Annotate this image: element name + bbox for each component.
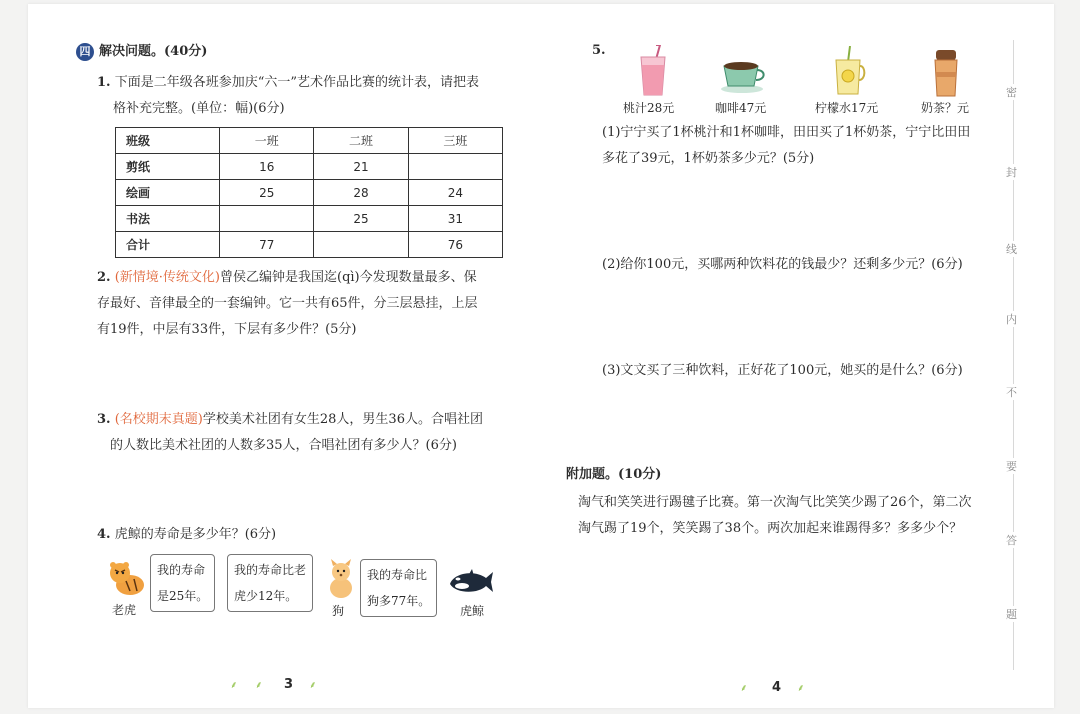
table-row-label: 剪纸 bbox=[116, 154, 220, 180]
q3-text-line1: 学校美术社团有女生28人，男生36人。合唱社团 bbox=[202, 412, 483, 427]
section-badge: 四 bbox=[76, 43, 94, 61]
table-cell-blank bbox=[408, 154, 502, 180]
q3-number: 3. bbox=[97, 412, 111, 427]
coffee-cup-icon bbox=[720, 58, 766, 94]
bonus-title: 附加题。(10分) bbox=[566, 467, 662, 482]
seal-char: 答 bbox=[1006, 534, 1017, 547]
dog-icon bbox=[324, 558, 358, 600]
table-cell: 25 bbox=[314, 206, 408, 232]
q2-text-line2: 存最好、音律最全的一套编钟。它一共有65件，分三层悬挂，上层 bbox=[97, 296, 478, 311]
drink-price-peach: 桃汁28元 bbox=[623, 101, 675, 115]
whale-speech-bubble bbox=[360, 559, 437, 617]
dog-bubble-line1: 我的寿命比老 bbox=[234, 563, 307, 577]
stats-table bbox=[115, 127, 503, 258]
q3-tag: (名校期末真题) bbox=[114, 412, 203, 427]
seal-char: 题 bbox=[1006, 608, 1017, 621]
q3-text-line2: 的人数比美术社团的人数多35人，合唱社团有多少人？(6分) bbox=[110, 438, 457, 453]
dog-bubble-line2: 虎少12年。 bbox=[234, 589, 298, 603]
table-row bbox=[116, 180, 503, 206]
table-cell: 21 bbox=[314, 154, 408, 180]
table-header-row bbox=[116, 128, 503, 154]
q5-sub2: (2)给你100元，买哪两种饮料花的钱最少？还剩多少元？(6分) bbox=[602, 257, 963, 272]
table-header-cell: 二班 bbox=[314, 128, 408, 154]
sprout-icon: ⸙ bbox=[255, 680, 263, 691]
milk-tea-icon bbox=[931, 48, 961, 98]
q2-number: 2. bbox=[97, 270, 111, 285]
q4-number: 4. bbox=[97, 527, 111, 542]
section-heading bbox=[76, 39, 207, 65]
table-cell-blank bbox=[220, 206, 314, 232]
table-cell: 24 bbox=[408, 180, 502, 206]
q1-number: 1. bbox=[97, 75, 111, 90]
table-cell: 16 bbox=[220, 154, 314, 180]
tiger-speech-bubble bbox=[150, 554, 215, 612]
q5-sub3: (3)文文买了三种饮料，正好花了100元，她买的是什么？(6分) bbox=[602, 363, 963, 378]
orca-label: 虎鲸 bbox=[460, 604, 485, 618]
dog-label: 狗 bbox=[332, 604, 345, 618]
q1-text-line1: 下面是二年级各班参加庆“六一”艺术作品比赛的统计表，请把表 bbox=[114, 75, 480, 90]
q2-tag: (新情境·传统文化) bbox=[114, 270, 220, 285]
q5-sub1-line2: 多花了39元，1杯奶茶多少元？(5分) bbox=[602, 151, 815, 166]
q4-text: 虎鲸的寿命是多少年？(6分) bbox=[114, 527, 277, 542]
q4-line bbox=[97, 522, 276, 548]
seal-char: 不 bbox=[1006, 386, 1017, 399]
table-row-label: 绘画 bbox=[116, 180, 220, 206]
q3-line1 bbox=[97, 407, 483, 433]
tiger-label: 老虎 bbox=[112, 603, 137, 617]
seal-char: 封 bbox=[1006, 166, 1017, 179]
whale-bubble-line2: 狗多77年。 bbox=[367, 594, 431, 608]
peach-juice-icon bbox=[638, 45, 668, 97]
dog-speech-bubble bbox=[227, 554, 313, 612]
bonus-line2: 淘气踢了19个，笑笑踢了38个。两次加起来谁踢得多？多多少个？ bbox=[578, 521, 963, 536]
table-cell: 76 bbox=[408, 232, 502, 258]
table-cell: 25 bbox=[220, 180, 314, 206]
q2-line1 bbox=[97, 265, 477, 291]
tiger-bubble-line1: 我的寿命 bbox=[157, 563, 206, 577]
whale-bubble-line1: 我的寿命比 bbox=[367, 568, 428, 582]
lemonade-icon bbox=[832, 46, 866, 96]
table-header-cell: 三班 bbox=[408, 128, 502, 154]
q2-text-line1: 曾侯乙编钟是我国迄(qì)今发现数量最多、保 bbox=[220, 270, 477, 285]
drink-price-lemonade: 柠檬水17元 bbox=[815, 101, 879, 115]
table-header-cell: 班级 bbox=[116, 128, 220, 154]
table-row bbox=[116, 206, 503, 232]
q5-sub1-line1: (1)宁宁买了1杯桃汁和1杯咖啡，田田买了1杯奶茶，宁宁比田田 bbox=[602, 125, 971, 140]
drink-price-milk-tea: 奶茶？元 bbox=[921, 101, 970, 115]
q2-text-line3: 有19件，中层有33件，下层有多少件？(5分) bbox=[97, 322, 357, 337]
seal-char: 密 bbox=[1006, 86, 1017, 99]
section-title: 解决问题。(40分) bbox=[99, 44, 208, 59]
table-cell-blank bbox=[314, 232, 408, 258]
page-number-left: 3 bbox=[284, 677, 294, 692]
table-row-label: 书法 bbox=[116, 206, 220, 232]
seal-line bbox=[1013, 40, 1014, 670]
table-row bbox=[116, 154, 503, 180]
table-header-cell: 一班 bbox=[220, 128, 314, 154]
q1-line1 bbox=[97, 70, 479, 96]
tiger-icon bbox=[106, 557, 148, 599]
sprout-icon: ⸙ bbox=[797, 683, 805, 694]
drink-price-coffee: 咖啡47元 bbox=[715, 101, 767, 115]
sprout-icon: ⸙ bbox=[309, 680, 317, 691]
page-number-right: 4 bbox=[772, 680, 782, 695]
tiger-bubble-line2: 是25年。 bbox=[157, 589, 209, 603]
table-cell: 77 bbox=[220, 232, 314, 258]
bonus-line1: 淘气和笑笑进行踢毽子比赛。第一次淘气比笑笑少踢了26个，第二次 bbox=[578, 495, 972, 510]
orca-icon bbox=[446, 568, 494, 598]
seal-char: 要 bbox=[1006, 460, 1017, 473]
table-cell: 28 bbox=[314, 180, 408, 206]
table-cell: 31 bbox=[408, 206, 502, 232]
table-row-label: 合计 bbox=[116, 232, 220, 258]
seal-char: 内 bbox=[1006, 313, 1017, 326]
sprout-icon: ⸙ bbox=[230, 680, 238, 691]
q1-text-line2: 格补充完整。(单位：幅)(6分) bbox=[113, 101, 285, 116]
q5-number: 5. bbox=[592, 43, 606, 58]
table-row bbox=[116, 232, 503, 258]
seal-char: 线 bbox=[1006, 243, 1017, 256]
sprout-icon: ⸙ bbox=[740, 683, 748, 694]
